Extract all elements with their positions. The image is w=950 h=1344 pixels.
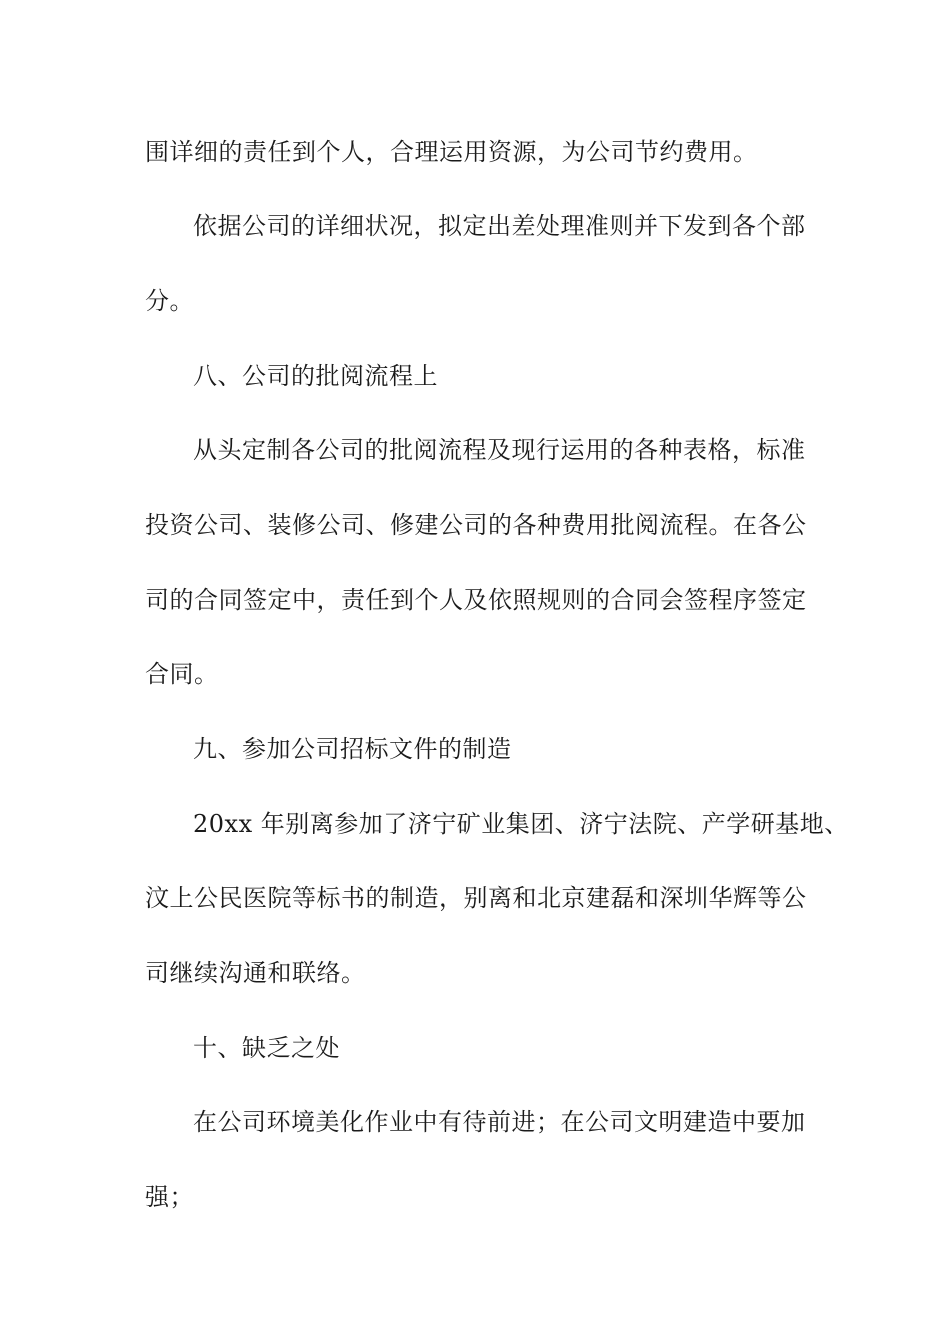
- paragraph-line: 围详细的责任到个人，合理运用资源，为公司节约费用。: [145, 138, 758, 166]
- paragraph-line: 在公司环境美化作业中有待前进；在公司文明建造中要加: [193, 1108, 806, 1136]
- paragraph-line: 依据公司的详细状况，拟定出差处理准则并下发到各个部: [193, 212, 806, 240]
- section-heading-9: 九、参加公司招标文件的制造: [193, 735, 512, 763]
- paragraph-line: 司的合同签定中，责任到个人及依照规则的合同会签程序签定: [145, 586, 807, 614]
- paragraph-line: 司继续沟通和联络。: [145, 959, 366, 987]
- paragraph-line: 20xx 年别离参加了济宁矿业集团、济宁法院、产学研基地、: [193, 810, 849, 838]
- paragraph-line: 投资公司、装修公司、修建公司的各种费用批阅流程。在各公: [145, 511, 807, 539]
- paragraph-line: 合同。: [145, 660, 219, 688]
- section-heading-8: 八、公司的批阅流程上: [193, 362, 438, 390]
- section-heading-10: 十、缺乏之处: [193, 1034, 340, 1062]
- paragraph-line: 分。: [145, 287, 194, 315]
- paragraph-line: 强；: [145, 1183, 194, 1211]
- paragraph-line: 汶上公民医院等标书的制造，别离和北京建磊和深圳华辉等公: [145, 884, 807, 912]
- paragraph-line: 从头定制各公司的批阅流程及现行运用的各种表格，标准: [193, 436, 806, 464]
